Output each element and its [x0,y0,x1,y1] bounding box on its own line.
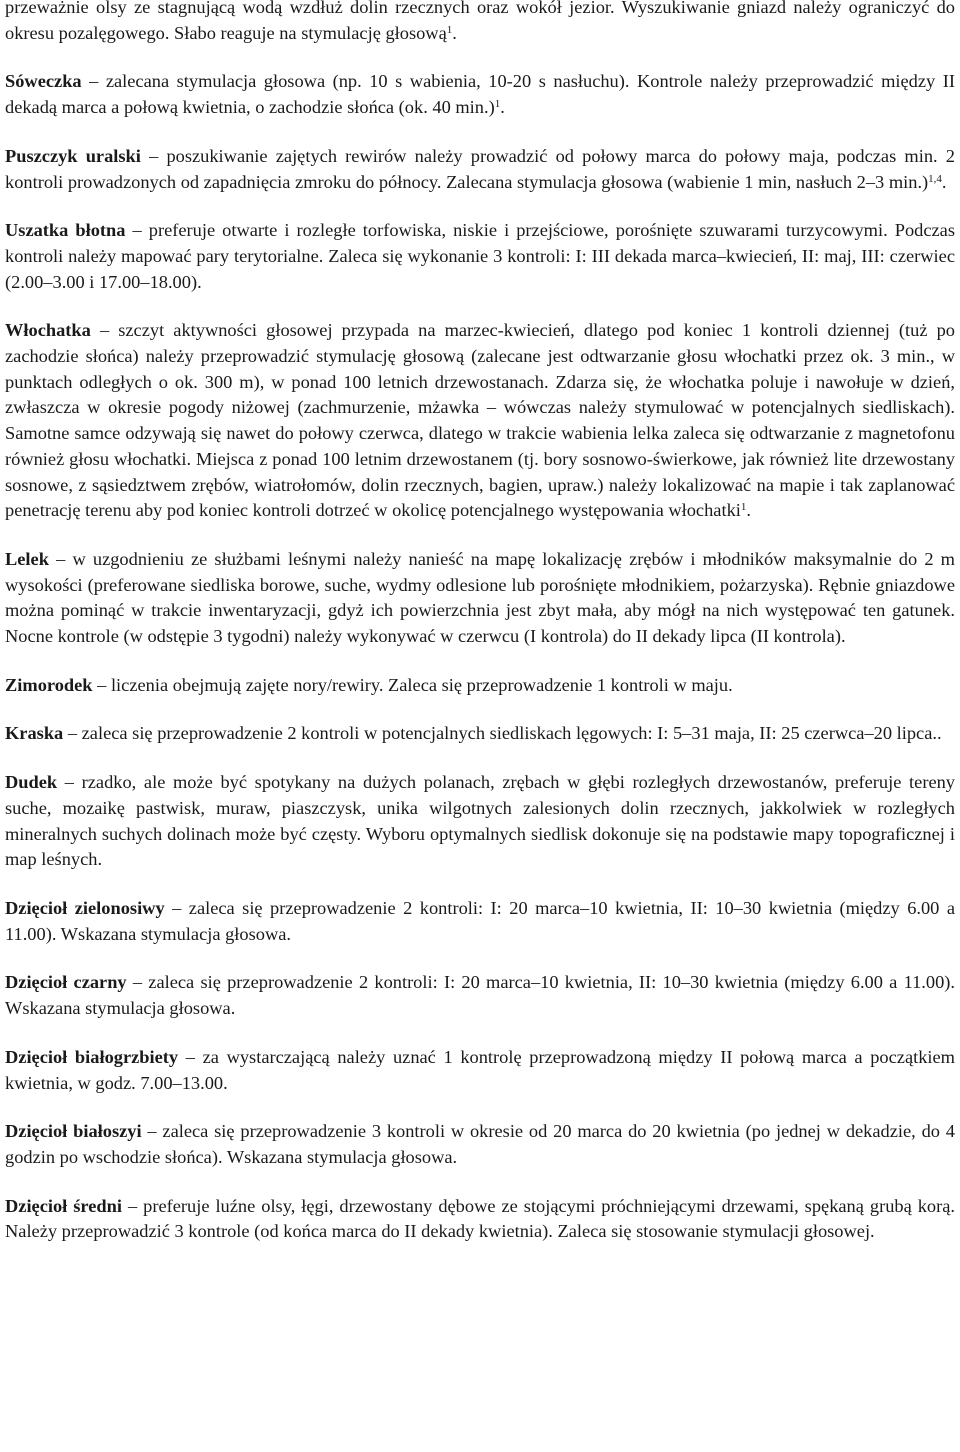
footnote-ref: 1 [494,98,501,111]
species-name: Uszatka błotna [5,220,126,241]
footnote-ref: 1 [446,23,453,36]
paragraph-text: – za wystarczającą należy uznać 1 kontrolę przeprowadzoną między II połową marca a początkiem kwietnia, w godz. 7.00–13.00. [5,1046,955,1093]
paragraph-lelek [5,547,955,650]
species-name: Dudek [5,772,58,793]
paragraph-text: – zalecana stymulacja głosowa (np. 10 s wabienia, 10-20 s nasłuchu). Kontrole należy przeprowadzić między II dekadą marca a połową kwietnia, o zachodzie słońca (ok. 40 min.) [5,71,955,118]
paragraph-dzieciol-sredni [5,1194,955,1245]
paragraph-puszczyk-uralski [5,144,955,195]
paragraph-wlochatka [5,318,955,524]
paragraph-uszatka-blotna [5,218,955,295]
paragraph-dzieciol-czarny [5,970,955,1021]
paragraph-zimorodek [5,673,955,699]
paragraph-text: – w uzgodnieniu ze służbami leśnymi należy nanieść na mapę lokalizację zrębów i młodników maksymalnie do 2 m wysokości (preferowane siedliska borowe, suche, wydmy odlesione lub porośnięte młodnikiem, pożarzyska). Rębnie gniazdowe można pominąć w trakcie inwentaryzacji, gdyż ich powierzchnia jest zbyt mała, aby mógł na nich występować ten gatunek. Nocne kontrole (w odstępie 3 tygodni) należy wykonywać w czerwcu (I kontrola) do II dekady lipca (II kontrola). [5,548,955,647]
paragraph-text: – rzadko, ale może być spotykany na dużych polanach, zrębach w głębi rozległych drzewostanów, preferuje tereny suche, mozaikę pastwisk, muraw, piaszczysk, unika wilgotnych zalesionych dolin rzecznych, jakkolwiek w rozległych mineralnych suchych dolinach może być częsty. Wyboru optymalnych siedlisk dokonuje się na podstawie mapy topograficznej i map leśnych. [5,772,955,870]
species-name: Lelek [5,548,49,569]
footnote-ref: 1,4 [928,172,942,185]
paragraph-text: – zaleca się przeprowadzenie 3 kontroli w okresie od 20 marca do 20 kwietnia (po jednej w dekadzie, do 4 godzin po wschodzie słońca). Wskazana stymulacja głosowa. [5,1121,955,1167]
paragraph-text: – preferuje luźne olsy, łęgi, drzewostany dębowe ze stojącymi próchniejącymi drzewami, spękaną grubą korą. Należy przeprowadzić 3 kontrole (od końca marca do II dekady kwietnia). Zaleca się stosowanie stymulacji głosowej. [5,1195,956,1242]
paragraph-dzieciol-bialogrzbiety [5,1045,955,1096]
paragraph-kraska [5,721,955,747]
paragraph-dzieciol-zielonosiwy [5,896,955,947]
paragraph-text: – poszukiwanie zajętych rewirów należy prowadzić od połowy marca do połowy maja, podczas min. 2 kontroli prowadzonych od zapadnięcia zmroku do północy. Zalecana stymulacja głosowa (wabienie 1 min, nasłuch 2–3 min.) [5,145,955,192]
species-name: Dzięcioł białogrzbiety [5,1046,179,1067]
paragraph-text: – zaleca się przeprowadzenie 2 kontroli: I: 20 marca–10 kwietnia, II: 10–30 kwietnia (między 6.00 a 11.00). Wskazana stymulacja głosowa. [5,897,956,944]
species-name: Zimorodek [5,674,93,695]
species-name: Puszczyk uralski [5,145,141,166]
paragraph-text: – preferuje otwarte i rozległe torfowiska, niskie i przejściowe, porośnięte szuwarami turzycowymi. Podczas kontroli należy mapować pary terytorialne. Zaleca się wykonanie 3 kontroli: I: III dekada marca–kwiecień, II: maj, III: czerwiec (2.00–3.00 i 17.00–18.00). [5,220,955,292]
paragraph-text: – zaleca się przeprowadzenie 2 kontroli: I: 20 marca–10 kwietnia, II: 10–30 kwietnia (między 6.00 a 11.00). Wskazana stymulacja głosowa. [5,972,955,1019]
species-name: Dzięcioł białoszyi [5,1121,142,1142]
document-page [5,0,955,1268]
paragraph-text: – liczenia obejmują zajęte nory/rewiry. Zaleca się przeprowadzenie 1 kontroli w maju. [92,674,733,695]
footnote-ref: 1 [740,501,747,514]
paragraph-dzieciol-bialoszyi [5,1119,955,1170]
paragraph-end: . [941,171,947,192]
paragraph-text: – szczyt aktywności głosowej przypada na marzec-kwiecień, dlatego pod koniec 1 kontroli dziennej (tuż po zachodzie słońca) należy przeprowadzić stymulację głosową (zalecane jest odtwarzanie głosu włochatki przez ok. 3 min., w punktach odległych o ok. 300 m), w ponad 100 letnich drzewostanach. Zdarza się, że włochatka poluje i nawołuje w dzień, zwłaszcza w okresie pogody niżowej (zachmurzenie, mżawka – wówczas należy stymulować w potencjalnych siedliskach). Samotne samce odzywają się nawet do połowy czerwca, dlatego w trakcie wabienia lelka zaleca się odtwarzanie z magnetofonu również głosu włochatki. Miejsca z ponad 100 letnim drzewostanem (tj. bory sosnowo-świerkowe, jak również lite drzewostany sosnowe, z sąsiedztwem zrębów, wiatrołomów, dolin rzecznych, bagien, upraw.) należy lokalizować na mapie i tak zaplanować penetrację terenu aby pod koniec kontroli dotrzeć w okolicę potencjalnego występowania włochatki [5,320,955,521]
paragraph-soweczka [5,69,955,120]
species-name: Kraska [5,723,64,744]
paragraph-intro [5,0,955,46]
paragraph-text: – zaleca się przeprowadzenie 2 kontroli w potencjalnych siedliskach lęgowych: I: 5–31 maja, II: 25 czerwca–20 lipca.. [63,723,942,744]
species-name: Sóweczka [5,71,82,92]
paragraph-text: przeważnie olsy ze stagnującą wodą wzdłuż dolin rzecznych oraz wokół jezior. Wyszukiwanie gniazd należy ograniczyć do okresu pozalęgowego. Słabo reaguje na stymulację głosową [5,0,955,43]
paragraph-end: . [452,22,457,43]
species-name: Dzięcioł czarny [5,972,127,993]
species-name: Włochatka [5,320,91,341]
paragraph-end: . [500,97,505,118]
species-name: Dzięcioł średni [5,1195,122,1216]
paragraph-dudek [5,770,955,873]
species-name: Dzięcioł zielonosiwy [5,897,165,918]
paragraph-end: . [746,500,751,521]
